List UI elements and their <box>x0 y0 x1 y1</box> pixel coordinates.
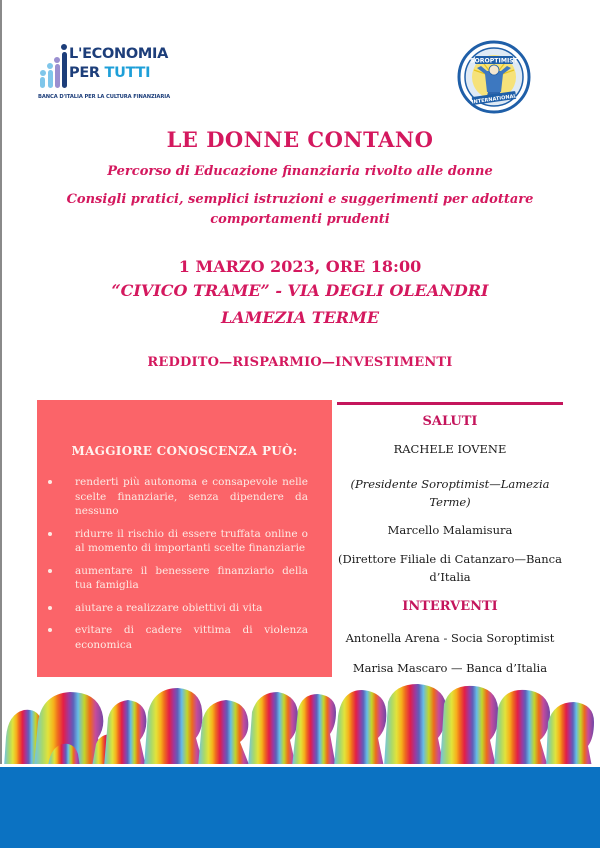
benefits-title: MAGGIORE CONOSCENZA PUÒ: <box>71 444 298 458</box>
logo-line2 <box>69 64 168 83</box>
benefits-list <box>37 475 332 660</box>
logo-tutti: TUTTI <box>104 65 151 81</box>
speaker-name: Marcello Malamisura <box>387 523 513 537</box>
women-silhouettes-banner <box>0 682 600 767</box>
svg-text:SOROPTIMIST: SOROPTIMIST <box>470 57 518 65</box>
bullet-icon <box>48 628 52 632</box>
bullet-icon <box>48 532 52 536</box>
logo-per: PER <box>69 65 105 81</box>
page-left-border <box>0 0 2 767</box>
bullet-icon <box>48 606 52 610</box>
event-tagline: Consigli pratici, semplici istruzioni e suggerimenti per adottare comportamenti prudenti <box>66 192 534 227</box>
program-divider <box>337 402 563 405</box>
intervento-item: Antonella Arena - Socia Soroptimist <box>345 631 555 645</box>
event-title: LE DONNE CONTANO <box>166 127 434 152</box>
interventi-heading: INTERVENTI <box>402 599 498 614</box>
event-topics: REDDITO—RISPARMIO—INVESTIMENTI <box>147 355 453 370</box>
bullet-icon <box>48 569 52 573</box>
bullet-icon <box>48 480 52 484</box>
event-subtitle: Percorso di Educazione finanziaria rivolto alle donne <box>107 164 493 179</box>
intervento-item: Marisa Mascaro — Banca d’Italia <box>352 661 548 675</box>
silhouettes-illustration-icon <box>0 682 600 767</box>
event-venue: “CIVICO TRAME” - VIA DEGLI OLEANDRI <box>111 281 489 300</box>
speaker-role: (Direttore Filiale di Catanzaro—Banca d’Italia <box>338 552 562 584</box>
svg-text:INTERNATIONAL: INTERNATIONAL <box>471 93 517 106</box>
benefit-item: aumentare il benessere finanziario della tua famiglia <box>37 564 332 593</box>
soroptimist-seal-icon <box>457 40 531 114</box>
speaker-role: (Presidente Soroptimist—Lamezia Terme) <box>350 477 550 509</box>
footer-blue-band <box>0 767 600 848</box>
benefits-box <box>37 400 332 677</box>
benefit-item: evitare di cadere vittima di violenza economica <box>37 623 332 652</box>
speaker-name: RACHELE IOVENE <box>393 442 507 456</box>
event-city: LAMEZIA TERME <box>220 308 380 327</box>
benefit-item: ridurre il rischio di essere truffata online o al momento di importanti scelte finanziarie <box>37 527 332 556</box>
saluti-heading: SALUTI <box>422 414 478 429</box>
benefit-item: aiutare a realizzare obiettivi di vita <box>37 601 332 616</box>
soroptimist-logo <box>457 40 531 114</box>
logo-title <box>69 45 168 83</box>
logo-subtitle: BANCA D'ITALIA PER LA CULTURA FINANZIARIA <box>38 94 170 100</box>
event-date-time: 1 MARZO 2023, ORE 18:00 <box>178 257 422 276</box>
logo-line1: L'ECONOMIA <box>69 46 169 62</box>
economia-per-tutti-logo <box>38 44 168 106</box>
benefit-item: renderti più autonoma e consapevole nelle scelte finanziarie, senza dipendere da nessuno <box>37 475 332 519</box>
